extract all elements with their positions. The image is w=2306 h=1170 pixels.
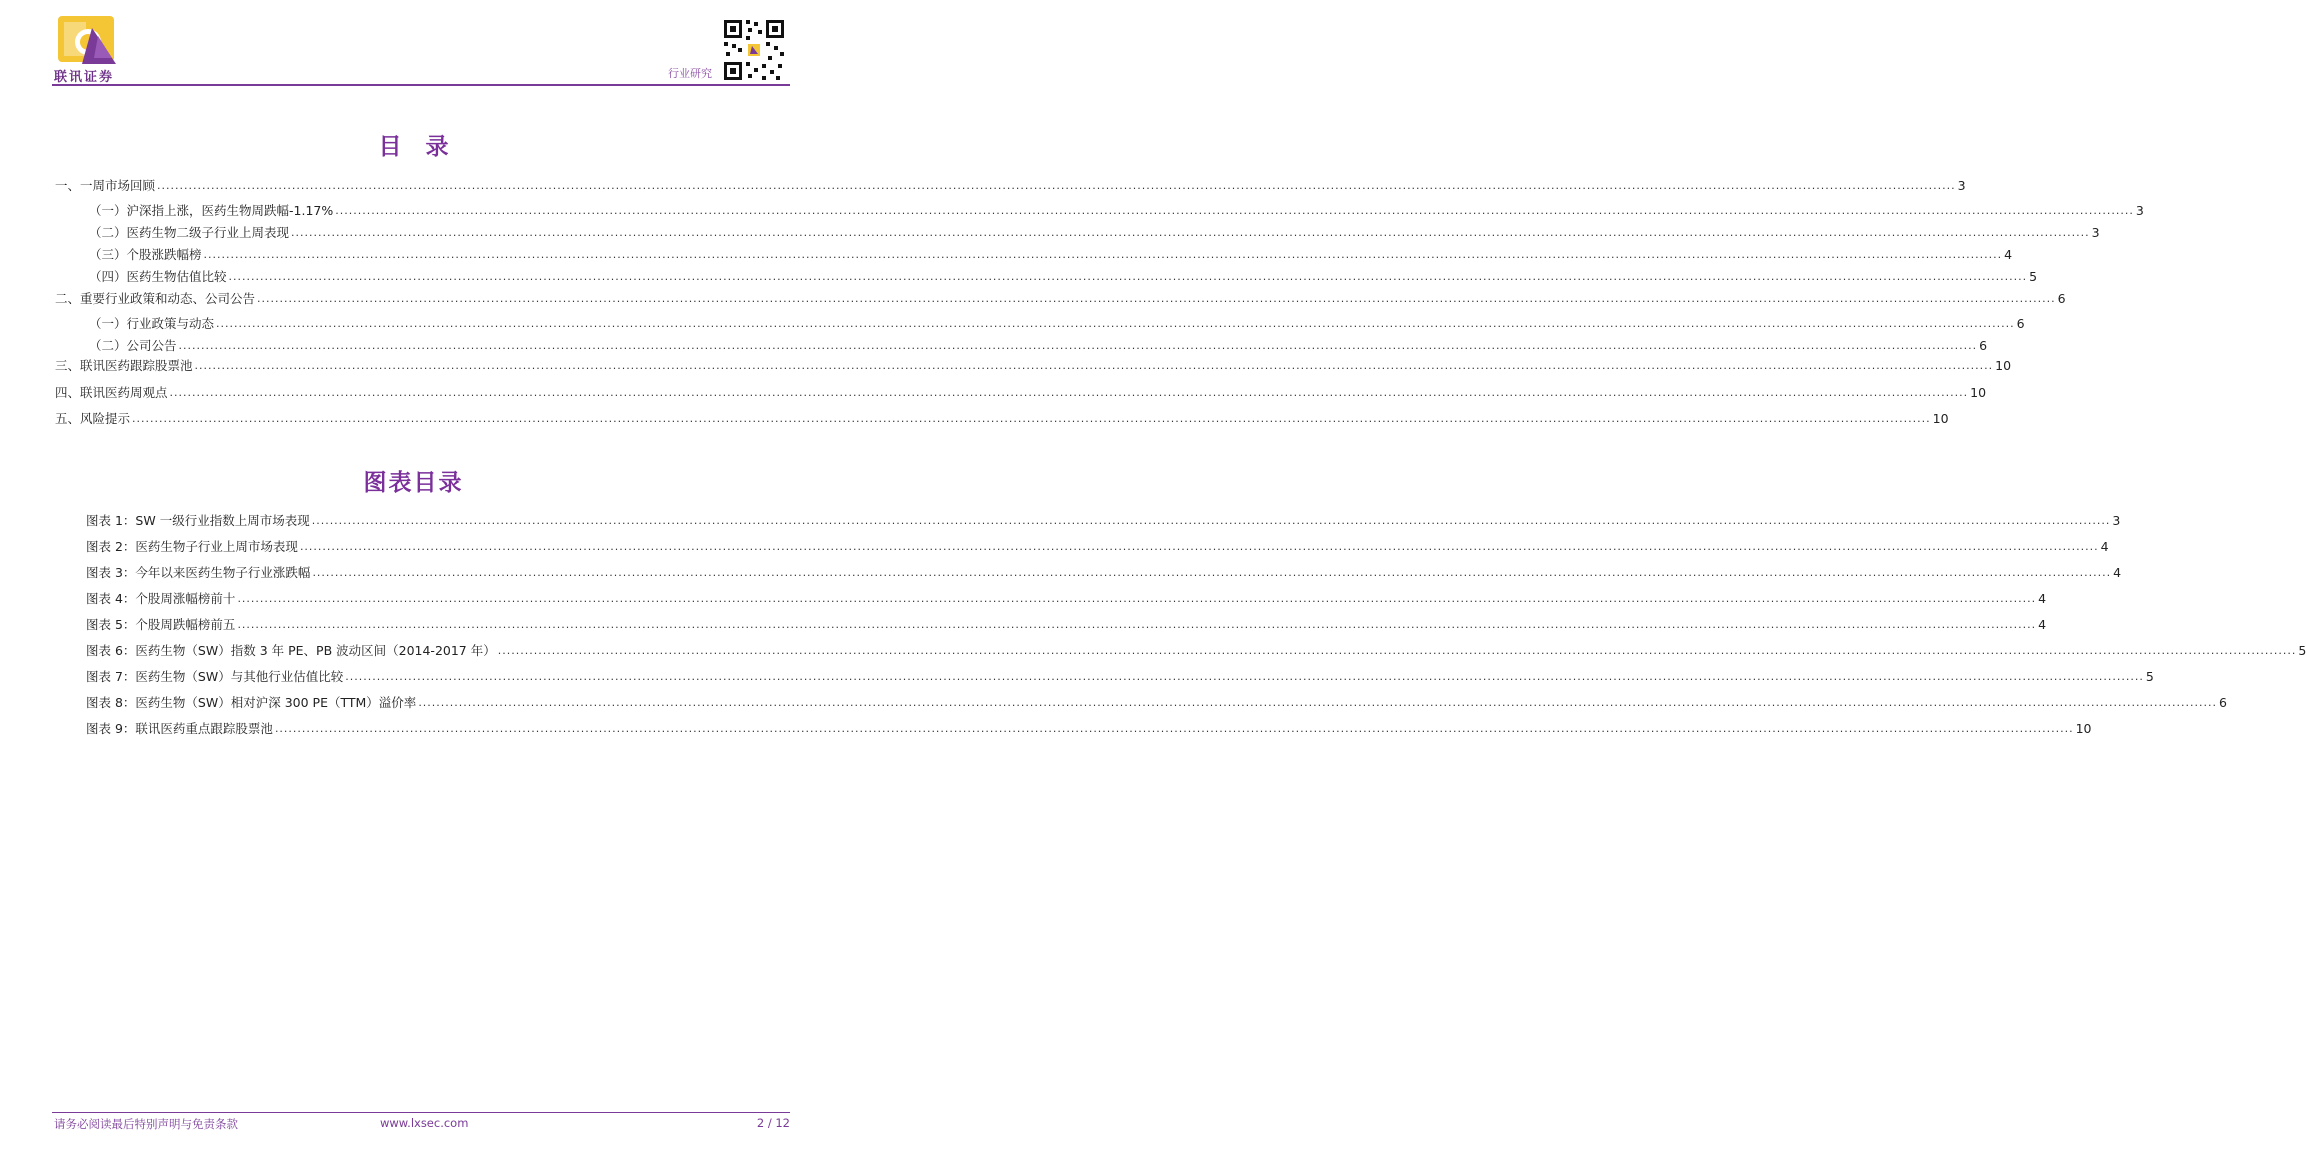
figure-entry-title: 图表 1：SW 一级行业指数上周市场表现 bbox=[86, 513, 310, 528]
toc-leader: ................................................................................................................................................................................................................................................................................................................................................................................................................ bbox=[311, 514, 2111, 527]
toc-leader: ................................................................................................................................................................................................................................................................................................................................................................................................................ bbox=[299, 540, 2099, 553]
toc-leader: ................................................................................................................................................................................................................................................................................................................................................................................................................ bbox=[237, 618, 2037, 631]
toc-heading: 目录 bbox=[378, 134, 473, 160]
toc-entry-title: 五、风险提示 bbox=[55, 411, 131, 426]
toc-entry[interactable] bbox=[89, 202, 2144, 220]
figure-entry[interactable] bbox=[86, 616, 2047, 634]
toc-entry[interactable] bbox=[89, 246, 2013, 264]
toc-leader: ................................................................................................................................................................................................................................................................................................................................................................................................................ bbox=[497, 644, 2297, 657]
toc-entry[interactable] bbox=[55, 384, 1987, 402]
toc-leader: ................................................................................................................................................................................................................................................................................................................................................................................................................ bbox=[418, 696, 2217, 709]
figure-entry-page: 4 bbox=[2100, 539, 2109, 554]
toc-entry-page: 3 bbox=[1957, 178, 1966, 193]
toc-leader: ................................................................................................................................................................................................................................................................................................................................................................................................................ bbox=[274, 722, 2074, 735]
toc-entry-title: （一）沪深指上涨，医药生物周跌幅-1.17% bbox=[89, 203, 334, 218]
toc-entry-page: 6 bbox=[2057, 291, 2066, 306]
toc-entry-page: 6 bbox=[2016, 316, 2025, 331]
figure-entry[interactable] bbox=[86, 590, 2047, 608]
toc-entry[interactable] bbox=[89, 337, 1988, 355]
brand-name: 联讯证券 bbox=[54, 70, 115, 85]
figure-entry-page: 10 bbox=[2075, 721, 2092, 736]
toc-entry-title: （三）个股涨跌幅榜 bbox=[89, 247, 202, 262]
figure-entry-title: 图表 8：医药生物（SW）相对沪深 300 PE（TTM）溢价率 bbox=[86, 695, 417, 710]
figure-entry[interactable] bbox=[86, 642, 2306, 660]
toc-leader: ................................................................................................................................................................................................................................................................................................................................................................................................................ bbox=[345, 670, 2144, 683]
toc-leader: ................................................................................................................................................................................................................................................................................................................................................................................................................ bbox=[194, 359, 1994, 372]
figure-entry[interactable] bbox=[86, 668, 2154, 686]
footer-disclaimer-link[interactable]: 请务必阅读最后特别声明与免责条款 bbox=[54, 1117, 238, 1131]
toc-entry-page: 6 bbox=[1979, 338, 1988, 353]
toc-leader: ................................................................................................................................................................................................................................................................................................................................................................................................................ bbox=[291, 226, 2090, 239]
toc-leader: ................................................................................................................................................................................................................................................................................................................................................................................................................ bbox=[132, 412, 1931, 425]
figure-entry-title: 图表 4：个股周涨幅榜前十 bbox=[86, 591, 236, 606]
footer-divider bbox=[52, 1112, 790, 1113]
figure-entry-page: 6 bbox=[2218, 695, 2227, 710]
figure-entry-title: 图表 6：医药生物（SW）指数 3 年 PE、PB 波动区间（2014-2017 年） bbox=[86, 643, 496, 658]
toc-entry-title: （四）医药生物估值比较 bbox=[89, 269, 227, 284]
toc-entry-title: （二）公司公告 bbox=[89, 338, 177, 353]
toc-entry-title: 四、联讯医药周观点 bbox=[55, 385, 168, 400]
toc-entry-page: 5 bbox=[2029, 269, 2038, 284]
toc-entry-title: 二、重要行业政策和动态、公司公告 bbox=[55, 291, 256, 306]
toc-entry-page: 3 bbox=[2091, 225, 2100, 240]
figure-entry[interactable] bbox=[86, 512, 2121, 530]
figure-entry[interactable] bbox=[86, 538, 2109, 556]
qr-code bbox=[722, 18, 786, 82]
figure-entry-page: 4 bbox=[2038, 591, 2047, 606]
toc-entry-page: 10 bbox=[1995, 358, 2012, 373]
figure-entry-page: 3 bbox=[2112, 513, 2121, 528]
toc-leader: ................................................................................................................................................................................................................................................................................................................................................................................................................ bbox=[169, 386, 1969, 399]
toc-entry-title: 三、联讯医药跟踪股票池 bbox=[55, 358, 193, 373]
toc-entry[interactable] bbox=[89, 268, 2038, 286]
figure-entry-title: 图表 7：医药生物（SW）与其他行业估值比较 bbox=[86, 669, 344, 684]
toc-entry[interactable] bbox=[89, 315, 2025, 333]
toc-leader: ................................................................................................................................................................................................................................................................................................................................................................................................................ bbox=[203, 248, 2003, 261]
toc-entry-page: 10 bbox=[1932, 411, 1949, 426]
toc-leader: ................................................................................................................................................................................................................................................................................................................................................................................................................ bbox=[157, 179, 1956, 192]
figure-entry-title: 图表 9：联讯医药重点跟踪股票池 bbox=[86, 721, 273, 736]
header-divider bbox=[52, 84, 790, 86]
toc-entry[interactable] bbox=[55, 177, 1966, 195]
toc-entry-title: （二）医药生物二级子行业上周表现 bbox=[89, 225, 290, 240]
toc-leader: ................................................................................................................................................................................................................................................................................................................................................................................................................ bbox=[312, 566, 2112, 579]
toc-leader: ................................................................................................................................................................................................................................................................................................................................................................................................................ bbox=[257, 292, 2056, 305]
toc-entry-title: （一）行业政策与动态 bbox=[89, 316, 215, 331]
toc-entry[interactable] bbox=[55, 357, 2012, 375]
toc-entry-page: 4 bbox=[2004, 247, 2013, 262]
toc-entry[interactable] bbox=[55, 290, 2066, 308]
figure-entry-page: 4 bbox=[2113, 565, 2122, 580]
figure-entry-title: 图表 3：今年以来医药生物子行业涨跌幅 bbox=[86, 565, 311, 580]
figure-entry-page: 4 bbox=[2038, 617, 2047, 632]
figure-entry-page: 5 bbox=[2298, 643, 2306, 658]
toc-entry[interactable] bbox=[55, 410, 1949, 428]
toc-entry-title: 一、一周市场回顾 bbox=[55, 178, 156, 193]
figure-entry[interactable] bbox=[86, 694, 2227, 712]
toc-leader: ................................................................................................................................................................................................................................................................................................................................................................................................................ bbox=[228, 270, 2028, 283]
toc-leader: ................................................................................................................................................................................................................................................................................................................................................................................................................ bbox=[237, 592, 2037, 605]
toc-leader: ................................................................................................................................................................................................................................................................................................................................................................................................................ bbox=[178, 339, 1978, 352]
report-type-label: 行业研究 bbox=[668, 67, 712, 80]
figure-entry[interactable] bbox=[86, 564, 2122, 582]
footer-website-link[interactable]: www.lxsec.com bbox=[380, 1116, 469, 1130]
toc-entry-page: 10 bbox=[1970, 385, 1987, 400]
toc-entry-page: 3 bbox=[2135, 203, 2144, 218]
toc-entry[interactable] bbox=[89, 224, 2100, 242]
figure-entry[interactable] bbox=[86, 720, 2092, 738]
figure-entry-title: 图表 2：医药生物子行业上周市场表现 bbox=[86, 539, 298, 554]
figure-list-heading: 图表目录 bbox=[363, 470, 464, 496]
toc-leader: ................................................................................................................................................................................................................................................................................................................................................................................................................ bbox=[335, 204, 2134, 217]
figure-entry-page: 5 bbox=[2145, 669, 2154, 684]
figure-entry-title: 图表 5：个股周跌幅榜前五 bbox=[86, 617, 236, 632]
page-number: 2 / 12 bbox=[756, 1116, 790, 1130]
toc-leader: ................................................................................................................................................................................................................................................................................................................................................................................................................ bbox=[216, 317, 2015, 330]
